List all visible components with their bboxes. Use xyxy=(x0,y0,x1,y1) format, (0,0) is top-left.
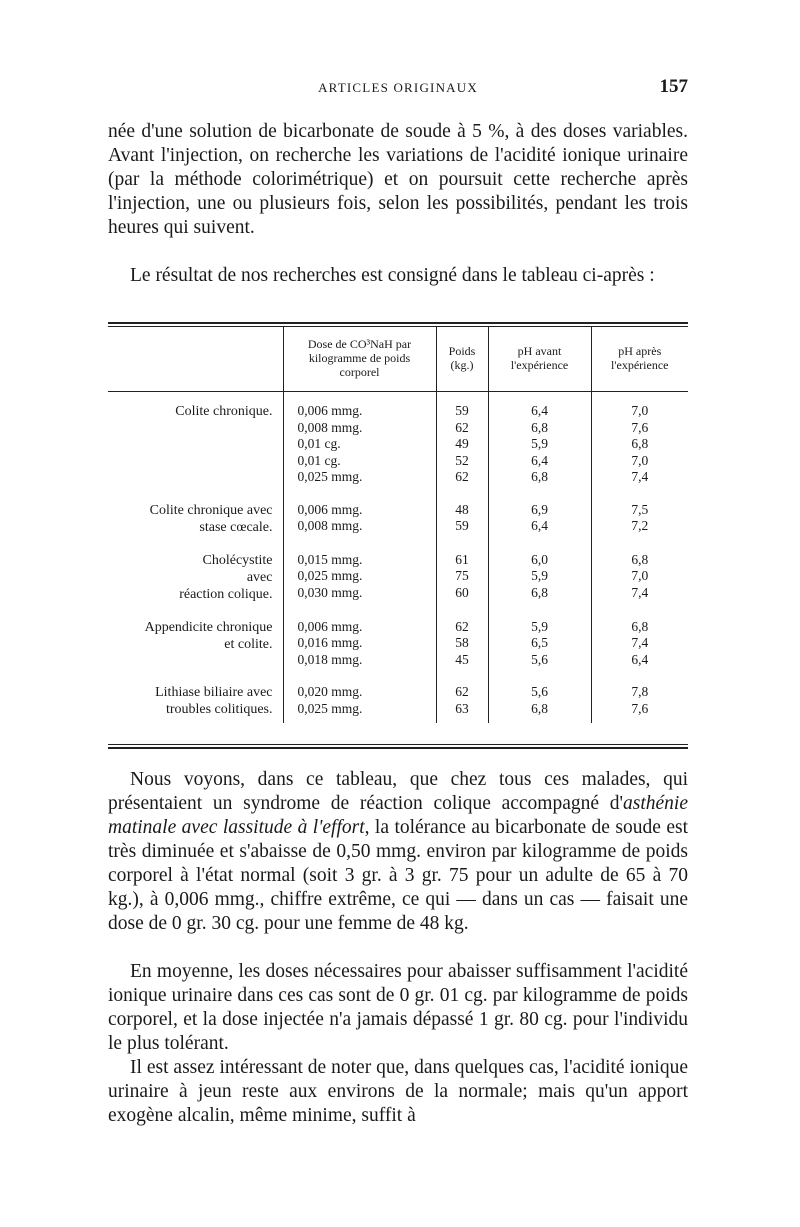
analysis-text-start: Nous voyons, dans ce tableau, que chez tous ces malades, qui présentaient un syndrome de réaction colique accompagné d' xyxy=(108,769,688,814)
weight-value: 59 xyxy=(455,518,469,533)
ph-after-value: 7,4 xyxy=(631,469,649,484)
running-head: ARTICLES ORIGINAUX xyxy=(318,80,478,95)
ph-after-value: 7,6 xyxy=(631,700,649,716)
ph-before-value: 6,8 xyxy=(531,584,548,600)
dose-value: 0,01 cg. xyxy=(297,452,341,468)
ph-before-value: 6,8 xyxy=(531,469,548,484)
diagnosis-line: Appendicite chronique xyxy=(144,619,273,635)
weight-cell xyxy=(436,608,488,674)
header-dose: Dose de CO³NaH par kilogramme de poids corporel xyxy=(283,327,436,392)
ph-after-value: 7,0 xyxy=(631,452,649,468)
paragraph-average: En moyenne, les doses nécessaires pour abaisser suffisamment l'acidité ionique urinaire dans ces cas sont de 0 gr. 01 cg. par kilogramme de poids corporel, et la dose injectée n'a jamais dépassé 1 gr. 80 cg. pour l'individu le plus tolérant. xyxy=(108,961,688,1054)
header-ph-before: pH avant l'expérience xyxy=(488,327,591,392)
weight-value: 45 xyxy=(455,651,469,667)
dose-value: 0,025 mmg. xyxy=(297,568,363,583)
ph-after-value: 7,5 xyxy=(631,501,649,517)
diagnosis-line: Lithiase biliaire avec xyxy=(155,685,273,700)
diagnosis-line: Cholécystite xyxy=(202,552,273,568)
ph-before-value: 6,8 xyxy=(531,419,548,435)
dose-value: 0,016 mmg. xyxy=(297,635,363,650)
dose-cell xyxy=(283,392,436,491)
dose-value: 0,025 mmg. xyxy=(297,469,363,484)
ph-before-value: 5,9 xyxy=(531,436,548,451)
ph-before-value: 5,9 xyxy=(531,618,548,634)
ph-before-value: 6,9 xyxy=(531,501,548,517)
analysis-italic: asthénie matinale avec lassitude à l'effort xyxy=(108,793,688,838)
paragraph-result-intro: Le résultat de nos recherches est consigné dans le tableau ci-après : xyxy=(130,265,655,286)
ph-before-value: 6,0 xyxy=(531,551,548,567)
ph-before-value: 6,8 xyxy=(531,700,548,716)
page-header xyxy=(108,76,688,104)
ph-before-cell xyxy=(488,673,591,723)
ph-after-cell xyxy=(591,491,688,541)
ph-after-cell xyxy=(591,608,688,674)
diagnosis-line: avec xyxy=(246,569,273,585)
weight-value: 61 xyxy=(455,551,469,567)
ph-after-value: 7,6 xyxy=(631,419,649,435)
header-diagnosis xyxy=(108,327,283,392)
dose-value: 0,006 mmg. xyxy=(297,618,363,634)
weight-value: 62 xyxy=(455,684,469,699)
weight-cell xyxy=(436,673,488,723)
ph-before-value: 6,4 xyxy=(531,403,548,418)
paragraph-note: Il est assez intéressant de noter que, dans quelques cas, l'acidité ionique urinaire à jeun reste aux environs de la normale; mais qu'un apport exogène alcalin, même minime, suffit à xyxy=(108,1057,688,1126)
ph-after-value: 7,4 xyxy=(631,584,649,600)
diagnosis-cell xyxy=(108,541,283,608)
paragraph-intro: née d'une solution de bicarbonate de soude à 5 %, à des doses variables. Avant l'injection, on recherche les variations de l'acidité ionique urinaire (par la méthode colorimétrique) et on poursuit cette recherche après l'injection, une ou plusieurs fois, selon les possibilités, pendant les trois heures qui suivent. xyxy=(108,121,688,238)
weight-value: 49 xyxy=(455,436,469,451)
table-bottom-rule-thin xyxy=(108,744,688,745)
table-row xyxy=(108,392,688,491)
diagnosis-cell xyxy=(108,392,283,491)
ph-before-cell xyxy=(488,392,591,491)
ph-before-value: 6,4 xyxy=(531,452,548,468)
weight-value: 63 xyxy=(455,700,469,716)
diagnosis-line: troubles colitiques. xyxy=(165,702,273,717)
header-weight: Poids (kg.) xyxy=(436,327,488,392)
paragraph-analysis xyxy=(108,768,688,936)
table-bottom-rule xyxy=(108,747,688,749)
weight-value: 48 xyxy=(455,501,469,517)
dose-value: 0,008 mmg. xyxy=(297,419,363,435)
weight-value: 62 xyxy=(455,469,469,484)
dose-cell xyxy=(283,608,436,674)
ph-after-cell xyxy=(591,392,688,491)
weight-value: 75 xyxy=(455,568,469,583)
weight-value: 52 xyxy=(455,452,469,468)
header-ph-after: pH après l'expérience xyxy=(591,327,688,392)
table-body xyxy=(108,392,688,724)
dose-value: 0,018 mmg. xyxy=(297,651,363,667)
weight-cell xyxy=(436,541,488,608)
diagnosis-cell xyxy=(108,608,283,674)
dose-cell xyxy=(283,541,436,608)
dose-table xyxy=(108,327,688,723)
dose-value: 0,006 mmg. xyxy=(297,501,363,517)
table-row xyxy=(108,541,688,608)
ph-after-cell xyxy=(591,673,688,723)
diagnosis-line: réaction colique. xyxy=(179,586,273,602)
analysis-text-end: , la tolérance au bicarbonate de soude est très diminuée et s'abaisse de 0,50 mmg. environ par kilogramme de poids corporel à l'état normal (soit 3 gr. à 3 gr. 75 pour un adulte de 65 à 70 kg.), à 0,006 mmg., chiffre extrême, ce qui — dans un cas — faisait une dose de 0 gr. 30 cg. pour une femme de 48 kg. xyxy=(108,817,688,934)
weight-cell xyxy=(436,392,488,491)
table-row xyxy=(108,608,688,674)
diagnosis-line: et colite. xyxy=(224,636,273,652)
dose-cell xyxy=(283,491,436,541)
dose-value: 0,008 mmg. xyxy=(297,518,363,533)
ph-after-value: 7,0 xyxy=(631,403,649,418)
page-number: 157 xyxy=(659,76,688,97)
ph-before-value: 5,9 xyxy=(531,568,548,583)
weight-value: 62 xyxy=(455,419,469,435)
table-row xyxy=(108,491,688,541)
results-table xyxy=(108,327,688,747)
ph-after-value: 6,8 xyxy=(631,551,649,567)
table-header-row xyxy=(108,327,688,392)
diagnosis-line: Colite chronique. xyxy=(175,404,273,419)
diagnosis-cell xyxy=(108,491,283,541)
dose-value: 0,020 mmg. xyxy=(297,684,363,699)
weight-value: 59 xyxy=(455,403,469,418)
dose-value: 0,030 mmg. xyxy=(297,584,363,600)
ph-before-value: 6,4 xyxy=(531,518,548,533)
ph-before-cell xyxy=(488,541,591,608)
ph-after-value: 7,2 xyxy=(631,518,649,533)
ph-before-value: 6,5 xyxy=(531,635,548,650)
ph-after-value: 6,8 xyxy=(631,618,649,634)
dose-value: 0,015 mmg. xyxy=(297,551,363,567)
ph-after-value: 6,4 xyxy=(631,651,649,667)
ph-before-cell xyxy=(488,491,591,541)
weight-value: 60 xyxy=(455,584,469,600)
ph-after-value: 7,0 xyxy=(631,568,649,583)
diagnosis-cell xyxy=(108,673,283,723)
weight-value: 62 xyxy=(455,618,469,634)
diagnosis-line: stase cœcale. xyxy=(199,519,273,535)
table-top-rule xyxy=(108,322,688,324)
weight-cell xyxy=(436,491,488,541)
ph-after-cell xyxy=(591,541,688,608)
dose-value: 0,01 cg. xyxy=(297,436,341,451)
dose-cell xyxy=(283,673,436,723)
weight-value: 58 xyxy=(455,635,469,650)
dose-value: 0,025 mmg. xyxy=(297,700,363,716)
ph-after-value: 7,8 xyxy=(631,684,649,699)
ph-before-cell xyxy=(488,608,591,674)
ph-before-value: 5,6 xyxy=(531,651,548,667)
dose-value: 0,006 mmg. xyxy=(297,403,363,418)
diagnosis-line: Colite chronique avec xyxy=(149,502,273,518)
table-row xyxy=(108,673,688,723)
ph-after-value: 6,8 xyxy=(631,436,649,451)
ph-before-value: 5,6 xyxy=(531,684,548,699)
ph-after-value: 7,4 xyxy=(631,635,649,650)
